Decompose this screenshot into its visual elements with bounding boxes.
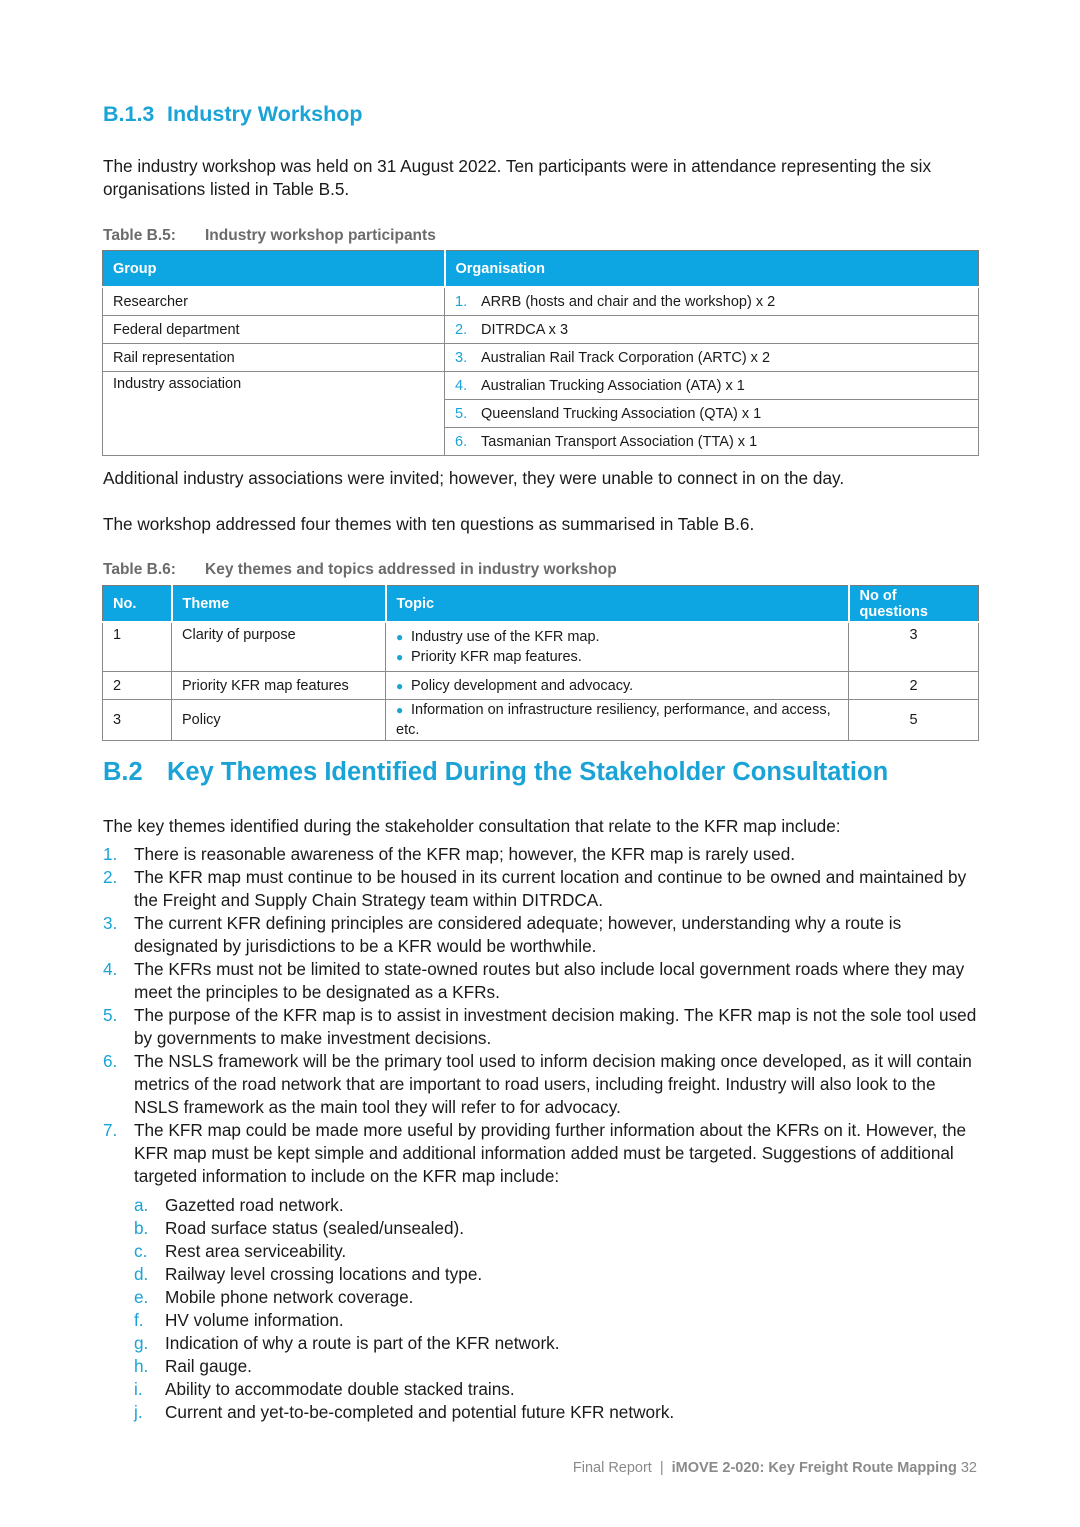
topic-cell [386, 700, 849, 741]
b2-intro-paragraph: The key themes identified during the stakeholder consultation that relate to the KFR map include: [103, 816, 841, 836]
theme-cell: Clarity of purpose [172, 622, 386, 672]
table-row [103, 622, 979, 672]
list-marker: e. [134, 1287, 149, 1307]
organisation-text: Queensland Trucking Association (QTA) x 1 [481, 405, 762, 422]
table-row [103, 287, 979, 316]
list-marker: 3. [103, 913, 118, 933]
sub-list-item [134, 1309, 983, 1332]
number-cell: 3 [103, 700, 172, 741]
list-marker: 5. [103, 1005, 118, 1025]
topic-cell [386, 672, 849, 700]
list-marker: 6. [103, 1051, 118, 1071]
section-number: B.2 [103, 758, 143, 786]
organisation-cell [445, 400, 979, 428]
key-themes-list [103, 843, 983, 1424]
theme-cell: Priority KFR map features [172, 672, 386, 700]
additional-paragraph: Additional industry associations were invited; however, they were unable to connect in on the day. [103, 468, 845, 488]
column-header: Topic [386, 586, 849, 623]
topic-text: Information on infrastructure resiliency, performance, and access, etc. [396, 702, 831, 738]
list-marker: 4. [103, 959, 118, 979]
sub-list-item [134, 1263, 983, 1286]
list-marker: 2. [103, 867, 118, 887]
list-marker: a. [134, 1195, 149, 1215]
footer-report: Final Report [572, 1460, 652, 1476]
table-row [103, 700, 979, 741]
caption-title: Industry workshop participants [205, 227, 436, 244]
bullet-icon: ● [396, 630, 404, 644]
list-text: Rail gauge. [165, 1356, 252, 1376]
list-marker: 1. [103, 844, 118, 864]
list-item [103, 958, 983, 1004]
topic-text: Policy development and advocacy. [411, 677, 634, 694]
bullet-icon: ● [396, 703, 404, 717]
organisation-cell [445, 372, 979, 400]
list-text: The current KFR defining principles are considered adequate; however, understanding why a route is designated by jurisdictions to be a KFR would be worthwhile. [134, 913, 902, 956]
organisation-text: Tasmanian Transport Association (TTA) x 1 [481, 433, 758, 450]
table-row [103, 344, 979, 372]
list-marker: f. [134, 1310, 144, 1330]
list-text: Railway level crossing locations and type. [165, 1264, 483, 1284]
list-marker: d. [134, 1264, 149, 1284]
list-text: Mobile phone network coverage. [165, 1287, 414, 1307]
list-text: The purpose of the KFR map is to assist in investment decision making. The KFR map is not the sole tool used by governments to make investment decisions. [134, 1005, 977, 1048]
list-item [103, 866, 983, 912]
table-header-row [103, 586, 979, 623]
list-text: Indication of why a route is part of the KFR network. [165, 1333, 560, 1353]
list-number: 5. [455, 405, 468, 422]
table-b5 [102, 250, 979, 456]
list-text: Rest area serviceability. [165, 1241, 347, 1261]
table-b5-caption [103, 227, 436, 245]
page-number: 32 [960, 1460, 977, 1476]
list-marker: g. [134, 1333, 149, 1353]
bullet-item [396, 676, 838, 696]
list-number: 3. [455, 349, 468, 366]
sub-list-item [134, 1378, 983, 1401]
organisation-cell [445, 316, 979, 344]
list-text: Current and yet-to-be-completed and potential future KFR network. [165, 1402, 675, 1422]
section-heading-b2 [103, 758, 888, 787]
list-marker: j. [134, 1402, 143, 1422]
list-marker: b. [134, 1218, 149, 1238]
table-header-row [103, 251, 979, 288]
topic-text: Industry use of the KFR map. [411, 629, 600, 645]
bullet-icon: ● [396, 678, 404, 693]
footer-project: iMOVE 2-020: Key Freight Route Mapping [671, 1460, 957, 1476]
column-header: No. [103, 586, 172, 623]
organisation-cell [445, 344, 979, 372]
sub-list-item [134, 1332, 983, 1355]
theme-cell: Policy [172, 700, 386, 741]
list-item [103, 1119, 983, 1424]
caption-number: Table B.5: [103, 227, 176, 244]
column-header: Theme [172, 586, 386, 623]
column-header: Organisation [445, 251, 979, 288]
list-number: 1. [455, 293, 468, 310]
list-item [103, 843, 983, 866]
section-title: Key Themes Identified During the Stakeholder Consultation [167, 758, 889, 786]
organisation-text: ARRB (hosts and chair and the workshop) x 2 [481, 293, 776, 310]
list-number: 6. [455, 433, 468, 450]
list-text: HV volume information. [165, 1310, 344, 1330]
list-marker: i. [134, 1379, 143, 1399]
table-row [103, 316, 979, 344]
group-cell: Rail representation [103, 344, 445, 372]
footer-separator: | [659, 1460, 664, 1476]
section-heading-b13 [103, 102, 363, 127]
list-marker: c. [134, 1241, 148, 1261]
list-text: The KFRs must not be limited to state-owned routes but also include local government roads where they may meet the principles to be designated as a KFRs. [134, 959, 965, 1002]
organisation-text: Australian Trucking Association (ATA) x 1 [481, 377, 745, 394]
organisation-text: DITRDCA x 3 [481, 321, 569, 338]
table-row [103, 372, 979, 400]
column-header: Group [103, 251, 445, 288]
caption-title: Key themes and topics addressed in industry workshop [205, 561, 617, 578]
number-cell: 1 [103, 622, 172, 672]
list-text: Road surface status (sealed/unsealed). [165, 1218, 465, 1238]
group-cell: Industry association [103, 372, 445, 456]
table-b6 [102, 585, 979, 741]
bullet-item [396, 647, 838, 667]
list-item [103, 1050, 983, 1119]
list-text: There is reasonable awareness of the KFR map; however, the KFR map is rarely used. [134, 844, 796, 864]
bullet-item [396, 627, 838, 647]
list-text: Gazetted road network. [165, 1195, 344, 1215]
topic-text: Priority KFR map features. [411, 649, 582, 665]
bullet-icon: ● [396, 650, 404, 664]
list-text: Ability to accommodate double stacked trains. [165, 1379, 515, 1399]
table-b6-caption [103, 561, 617, 579]
caption-number: Table B.6: [103, 561, 176, 578]
organisation-cell [445, 287, 979, 316]
list-marker: h. [134, 1356, 149, 1376]
questions-cell: 5 [849, 700, 979, 741]
questions-cell: 3 [849, 622, 979, 672]
bullet-item [396, 700, 838, 740]
list-text: The NSLS framework will be the primary tool used to inform decision making once developed, as it will contain metrics of the road network that are important to road users, including freight. Industry will also look to the NSLS framework as the main tool they will refer to for advocacy. [134, 1051, 972, 1117]
group-cell: Federal department [103, 316, 445, 344]
sub-list-item [134, 1286, 983, 1309]
questions-cell: 2 [849, 672, 979, 700]
sub-list-item [134, 1240, 983, 1263]
list-number: 4. [455, 377, 468, 394]
section-number: B.1.3 [103, 102, 155, 126]
list-item [103, 1004, 983, 1050]
table-row [103, 672, 979, 700]
topic-cell [386, 622, 849, 672]
section-title: Industry Workshop [167, 102, 363, 126]
list-marker: 7. [103, 1120, 118, 1140]
list-number: 2. [455, 321, 468, 338]
number-cell: 2 [103, 672, 172, 700]
column-header: No of questions [849, 586, 979, 623]
sub-list-item [134, 1194, 983, 1217]
list-item [103, 912, 983, 958]
list-text: The KFR map must continue to be housed in its current location and continue to be owned and maintained by the Freight and Supply Chain Strategy team within DITRDCA. [134, 867, 967, 910]
organisation-cell [445, 428, 979, 456]
suggestions-list [134, 1194, 983, 1424]
page-footer [573, 1460, 977, 1476]
organisation-text: Australian Rail Track Corporation (ARTC) x 2 [481, 349, 771, 366]
sub-list-item [134, 1355, 983, 1378]
themes-paragraph: The workshop addressed four themes with ten questions as summarised in Table B.6. [103, 514, 755, 534]
group-cell: Researcher [103, 287, 445, 316]
intro-paragraph: The industry workshop was held on 31 August 2022. Ten participants were in attendance representing the six organisations listed in Table B.5. [103, 156, 932, 199]
sub-list-item [134, 1401, 983, 1424]
list-text: The KFR map could be made more useful by providing further information about the KFRs on it. However, the KFR map must be kept simple and additional information added must be targeted. Suggestions of additional targeted information to include on the KFR map include: [134, 1120, 967, 1186]
sub-list-item [134, 1217, 983, 1240]
